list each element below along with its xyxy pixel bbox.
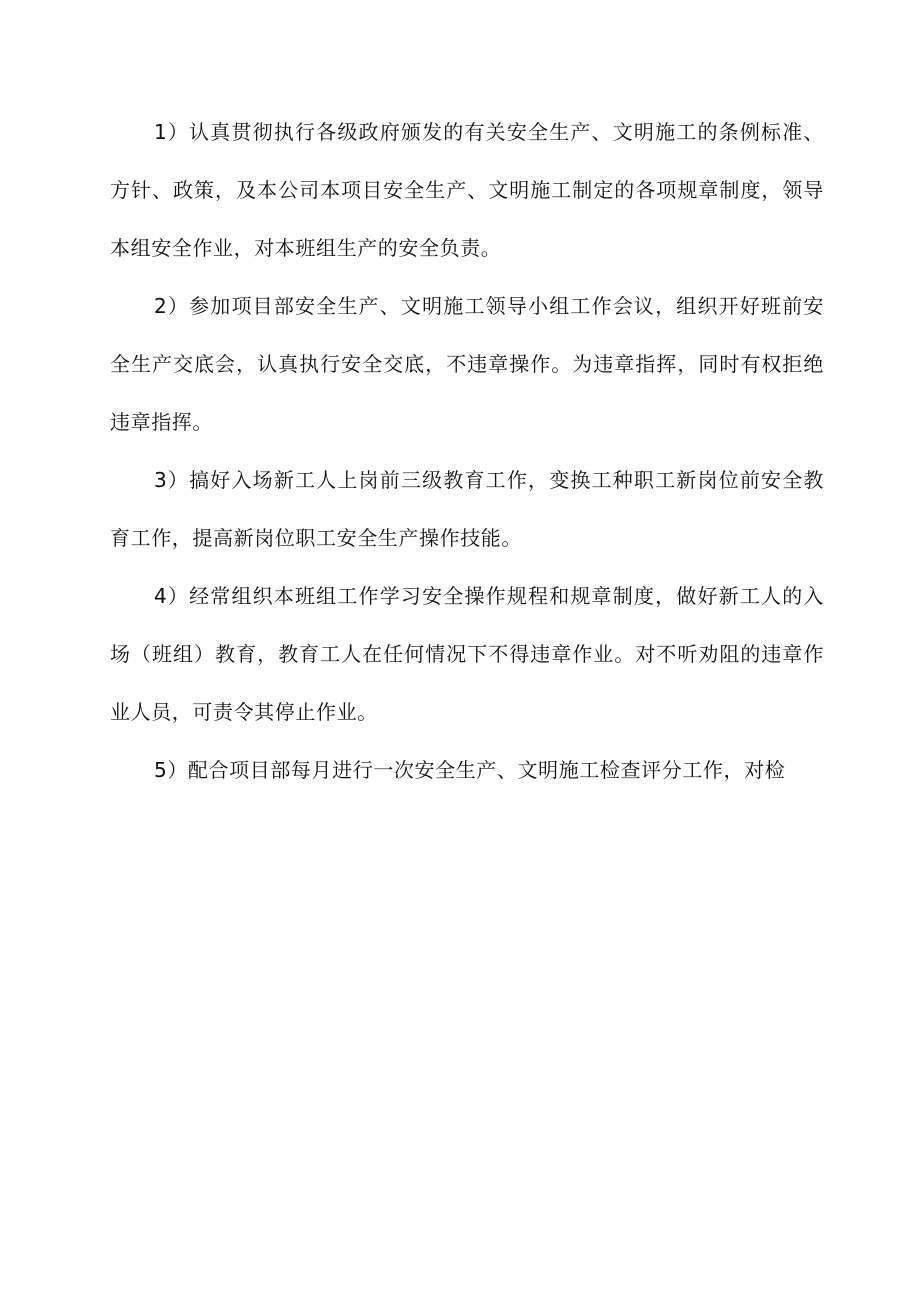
paragraph-2: 2）参加项目部安全生产、文明施工领导小组工作会议，组织开好班前安全生产交底会，认真执行安全交底，不违章操作。为违章指挥，同时有权拒绝违章指挥。 bbox=[110, 294, 824, 434]
paragraph-3: 3）搞好入场新工人上岗前三级教育工作，变换工种职工新岗位前安全教育工作，提高新岗位职工安全生产操作技能。 bbox=[110, 468, 824, 550]
paragraph-4: 4）经常组织本班组工作学习安全操作规程和规章制度，做好新工人的入场（班组）教育，教育工人在任何情况下不得违章作业。对不听劝阻的违章作业人员，可责令其停止作业。 bbox=[110, 584, 824, 724]
paragraph-5: 5）配合项目部每月进行一次安全生产、文明施工检查评分工作，对检 bbox=[154, 758, 786, 782]
paragraph-1: 1）认真贯彻执行各级政府颁发的有关安全生产、文明施工的条例标准、方针、政策，及本公司本项目安全生产、文明施工制定的各项规章制度，领导本组安全作业，对本班组生产的安全负责。 bbox=[110, 120, 824, 260]
document-body bbox=[110, 103, 824, 799]
